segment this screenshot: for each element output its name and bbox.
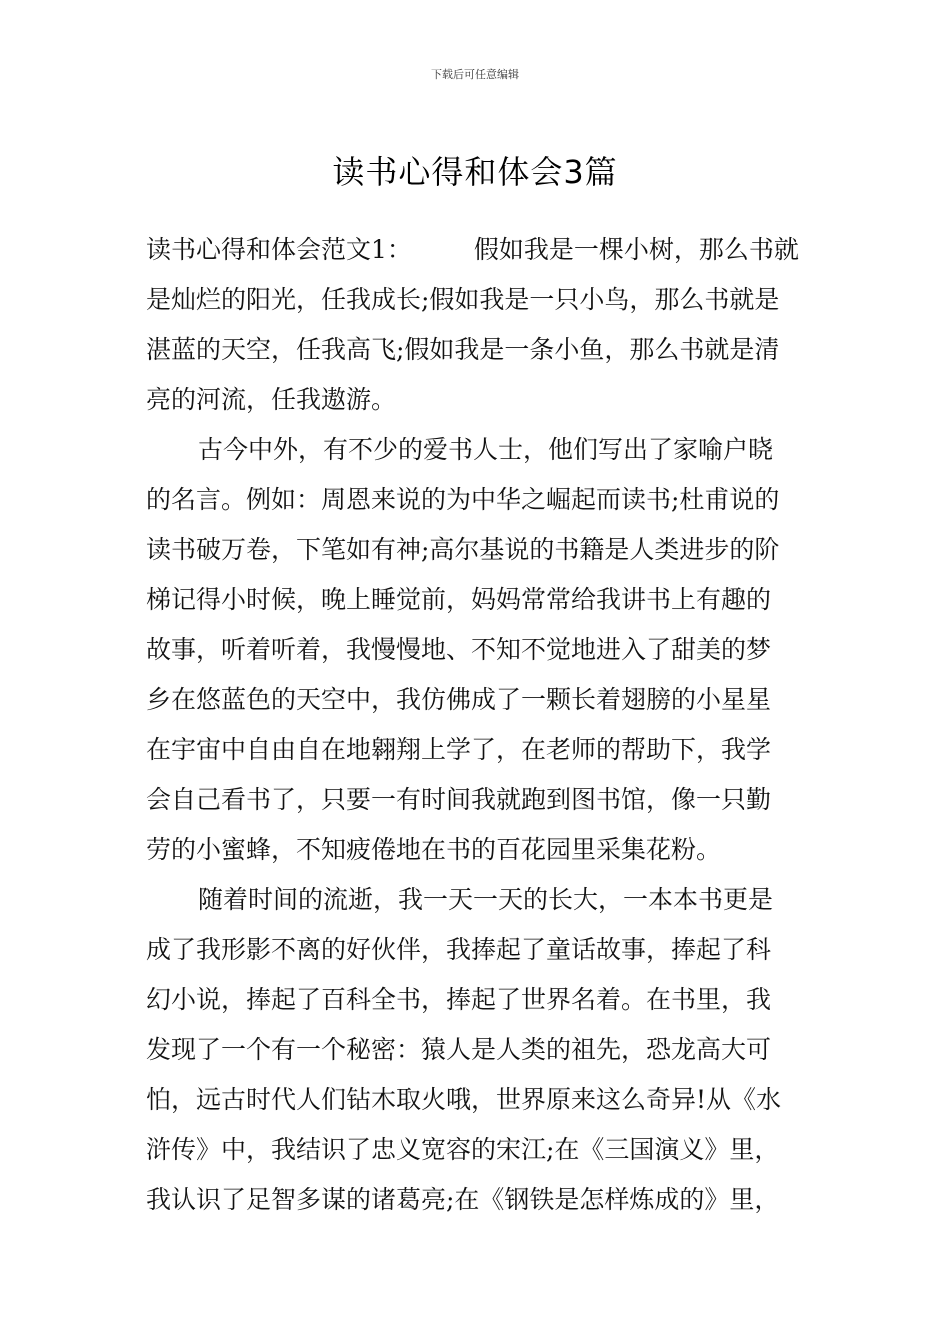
text-line: 湛蓝的天空，任我高飞;假如我是一条小鱼，那么书就是清 (146, 335, 780, 364)
text-line: 成了我形影不离的好伙伴，我捧起了童话故事，捧起了科 (146, 935, 772, 964)
document-title: 读书心得和体会3篇 (332, 153, 618, 192)
text-line: 亮的河流，任我遨游。 (146, 385, 397, 414)
text-line: 随着时间的流逝，我一天一天的长大，一本本书更是 (198, 885, 774, 914)
text-line: 乡在悠蓝色的天空中，我仿佛成了一颗长着翅膀的小星星 (146, 685, 772, 714)
text-line: 我认识了足智多谋的诸葛亮;在《钢铁是怎样炼成的》里， (146, 1185, 780, 1214)
text-line: 浒传》中，我结识了忠义宽容的宋江;在《三国演义》里， (146, 1135, 780, 1164)
text-line: 是灿烂的阳光，任我成长;假如我是一只小鸟，那么书就是 (146, 285, 780, 314)
text-line: 怕，远古时代人们钻木取火哦，世界原来这么奇异!从《水 (146, 1085, 782, 1114)
text-line: 幻小说，捧起了百科全书，捧起了世界名着。在书里，我 (146, 985, 772, 1014)
text-line: 会自己看书了，只要一有时间我就跑到图书馆，像一只勤 (146, 785, 772, 814)
text-line (146, 225, 808, 275)
paragraph-3 (146, 875, 808, 1225)
text-line: 古今中外，有不少的爱书人士，他们写出了家喻户晓 (198, 435, 774, 464)
header-note: 下载后可任意编辑 (431, 68, 519, 81)
section-label: 读书心得和体会范文1： (146, 235, 412, 264)
document-body (146, 225, 808, 1225)
text-line: 的名言。例如：周恩来说的为中华之崛起而读书;杜甫说的 (146, 485, 780, 514)
text-line: 劳的小蜜蜂，不知疲倦地在书的百花园里采集花粉。 (146, 835, 722, 864)
text-line: 故事，听着听着，我慢慢地、不知不觉地进入了甜美的梦 (146, 635, 772, 664)
text-segment: 假如我是一棵小树，那么书就 (473, 235, 799, 264)
paragraph-1 (146, 225, 808, 425)
text-line: 发现了一个有一个秘密：猿人是人类的祖先，恐龙高大可 (146, 1035, 772, 1064)
text-line: 在宇宙中自由自在地翱翔上学了，在老师的帮助下，我学 (146, 735, 772, 764)
paragraph-2 (146, 425, 808, 875)
text-line: 读书破万卷，下笔如有神;高尔基说的书籍是人类进步的阶 (146, 535, 780, 564)
text-line: 梯记得小时候，晚上睡觉前，妈妈常常给我讲书上有趣的 (146, 585, 772, 614)
